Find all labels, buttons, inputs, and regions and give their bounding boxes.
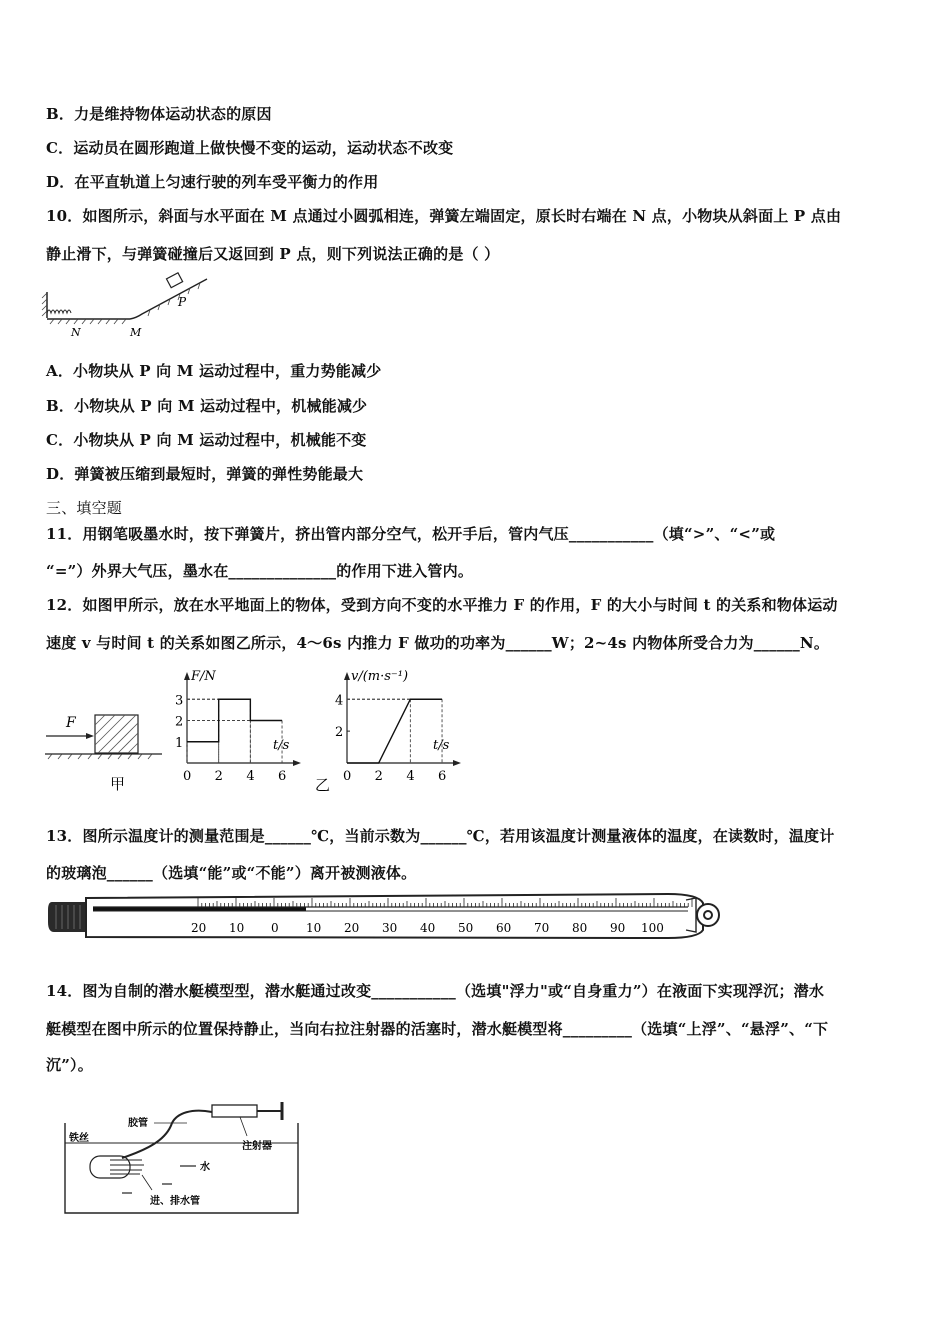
q10-stem-line2: 静止滑下，与弹簧碰撞后又返回到 P 点，则下列说法正确的是（ ） <box>46 245 500 263</box>
scale-label: 30 <box>382 921 398 935</box>
q13-stem-line2: 的玻璃泡______（选填“能”或“不能”）离开被测液体。 <box>46 864 417 882</box>
q14-stem-line2: 艇模型在图中所示的位置保持静止，当向右拉注射器的活塞时，潜水艇模型将_________（选填“上浮”、“悬浮”、“下 <box>46 1020 829 1038</box>
scale-label: 20 <box>191 921 207 935</box>
x-tick-label: 6 <box>438 769 447 784</box>
x-tick-label: 0 <box>183 769 192 784</box>
y-axis-label: F/N <box>191 669 216 684</box>
q9-option-b: B．力是维持物体运动状态的原因 <box>46 105 272 123</box>
submarine-figure <box>62 1098 302 1218</box>
y-tick-label: 4 <box>335 693 344 709</box>
y-axis-arrow-icon <box>344 672 350 680</box>
force-label: F <box>66 715 76 731</box>
x-tick-label: 2 <box>374 769 383 784</box>
q10-option-c: C．小物块从 P 向 M 运动过程中，机械能不变 <box>46 431 367 449</box>
label-pipe: 进、排水管 <box>150 1196 200 1207</box>
q10-option-d: D．弹簧被压缩到最短时，弹簧的弹性势能最大 <box>46 465 364 483</box>
q12-figure-jia <box>40 705 170 797</box>
q9-option-d: D．在平直轨道上匀速行驶的列车受平衡力的作用 <box>46 173 379 191</box>
q10-option-a: A．小物块从 P 向 M 运动过程中，重力势能减少 <box>46 362 382 380</box>
x-axis-label: t/s <box>433 738 450 753</box>
label-wire: 铁丝 <box>69 1133 89 1144</box>
scale-label: 60 <box>496 921 512 935</box>
spring-icon <box>47 310 71 313</box>
section-title: 三、填空题 <box>46 499 123 517</box>
q13-stem-line1: 13．图所示温度计的测量范围是______℃，当前示数为______℃，若用该温度计测量液体的温度，在读数时，温度计 <box>46 827 835 845</box>
thermometer-figure <box>48 888 728 946</box>
q9-option-c: C．运动员在圆形跑道上做快慢不变的运动，运动状态不改变 <box>46 139 454 157</box>
caption-jia: 甲 <box>110 775 126 793</box>
chart-force-time-plot <box>175 669 301 784</box>
scale-label: 90 <box>610 921 626 935</box>
q10-stem-line1: 10．如图所示，斜面与水平面在 M 点通过小圆弧相连，弹簧左端固定，原长时右端在 N 点，小物块从斜面上 P 点由 <box>46 207 842 225</box>
y-tick-label: 1 <box>175 735 184 751</box>
label-syringe: 注射器 <box>242 1141 272 1152</box>
q11-stem-line1: 11．用钢笔吸墨水时，按下弹簧片，挤出管内部分空气，松开手后，管内气压___________（填“>”、“<”或 <box>46 525 776 543</box>
q14-stem-line3: 沉”）。 <box>46 1056 93 1074</box>
q10-incline-figure <box>42 276 222 342</box>
submarine-icon <box>90 1156 130 1178</box>
x-tick-label: 2 <box>214 769 223 784</box>
label-p: P <box>178 295 187 309</box>
q10-option-b: B．小物块从 P 向 M 运动过程中，机械能减少 <box>46 397 368 415</box>
scale-label: 10 <box>229 921 245 935</box>
x-tick-label: 6 <box>278 769 287 784</box>
label-water: 水 <box>200 1162 210 1173</box>
x-tick-label: 0 <box>343 769 352 784</box>
x-tick-label: 4 <box>246 769 255 784</box>
scale-label: 10 <box>306 921 322 935</box>
scale-label: 70 <box>534 921 550 935</box>
caption-yi: 乙 <box>315 776 331 794</box>
scale-label: 0 <box>271 921 279 935</box>
chart-velocity-time-plot <box>315 669 461 794</box>
q12-stem-line1: 12．如图甲所示，放在水平地面上的物体，受到方向不变的水平推力 F 的作用，F 的大小与时间 t 的关系和物体运动 <box>46 596 838 614</box>
scale-label: 100 <box>641 921 664 935</box>
q12-stem-line2: 速度 v 与时间 t 的关系如图乙所示，4～6s 内推力 F 做功的功率为______W；2~4s 内物体所受合力为______N。 <box>46 634 830 652</box>
y-tick-label: 2 <box>175 714 184 730</box>
y-axis-label: v/(m·s⁻¹) <box>351 669 409 684</box>
chart-velocity-time <box>315 660 485 800</box>
x-tick-label: 4 <box>406 769 415 784</box>
q11-stem-line2: “=”）外界大气压，墨水在______________的作用下进入管内。 <box>46 562 474 580</box>
scale-label: 80 <box>572 921 588 935</box>
scale-label: 50 <box>458 921 474 935</box>
label-tube: 胶管 <box>128 1118 148 1129</box>
x-axis-arrow-icon <box>293 760 301 766</box>
syringe-icon <box>212 1105 257 1117</box>
series-line <box>347 699 442 763</box>
x-axis-label: t/s <box>273 738 290 753</box>
y-tick-label: 2 <box>335 725 344 741</box>
y-tick-label: 3 <box>175 693 184 709</box>
q14-stem-line1: 14．图为自制的潜水艇模型型，潜水艇通过改变___________（选填"浮力"或“自身重力”）在液面下实现浮沉；潜水 <box>46 982 825 1000</box>
scale-label: 40 <box>420 921 436 935</box>
chart-force-time <box>165 660 325 800</box>
block-icon <box>166 273 182 288</box>
y-axis-arrow-icon <box>184 672 190 680</box>
label-n: N <box>71 326 81 339</box>
x-axis-arrow-icon <box>453 760 461 766</box>
label-m: M <box>130 326 142 339</box>
scale-label: 20 <box>344 921 360 935</box>
